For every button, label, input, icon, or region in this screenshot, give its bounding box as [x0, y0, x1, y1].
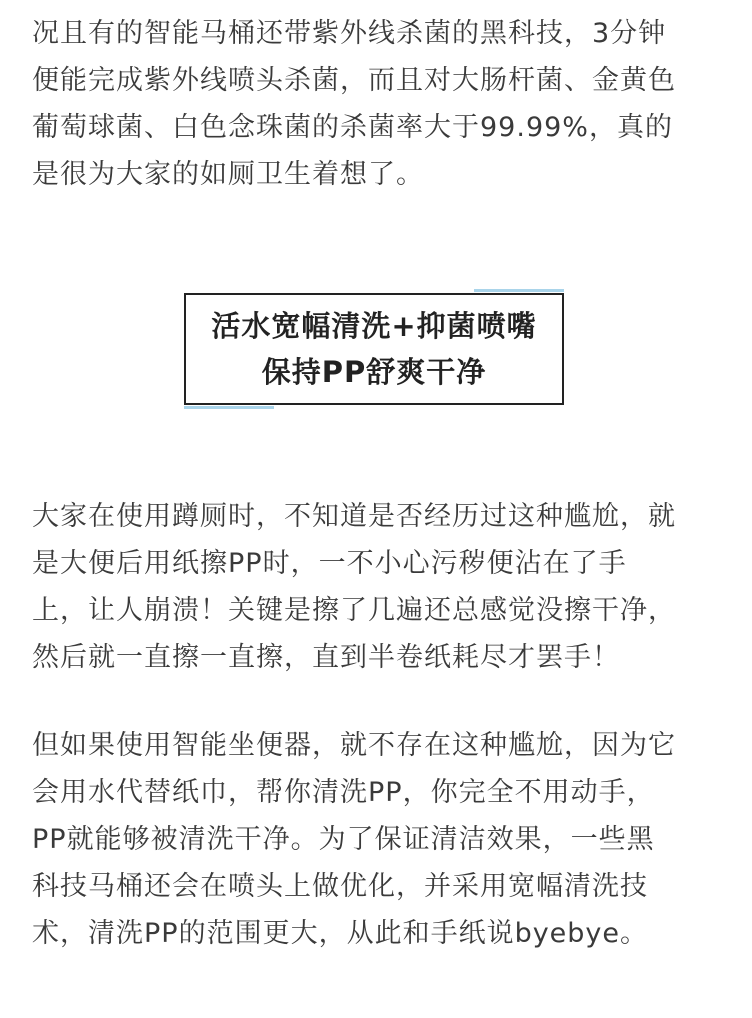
paragraph-line: 便能完成紫外线喷头杀菌，而且对大肠杆菌、金黄色	[32, 65, 676, 96]
paragraph-line: 大家在使用蹲厕时，不知道是否经历过这种尴尬，就	[32, 501, 676, 532]
heading-accent-bottom	[184, 406, 274, 409]
paragraph-line: 科技马桶还会在喷头上做优化，并采用宽幅清洗技	[32, 871, 648, 902]
heading-title-line-2: 保持PP舒爽干净	[261, 355, 487, 389]
paragraph-uv-sterilization	[32, 10, 722, 198]
paragraph-line: 上，让人崩溃！关键是擦了几遍还总感觉没擦干净，	[32, 595, 676, 626]
paragraph-line: 葡萄球菌、白色念珠菌的杀菌率大于99.99%，真的	[32, 112, 673, 143]
paragraph-line: 术，清洗PP的范围更大，从此和手纸说byebye。	[32, 918, 649, 949]
paragraph-line: 是很为大家的如厕卫生着想了。	[32, 159, 424, 190]
paragraph-squat-toilet	[32, 493, 722, 681]
paragraph-line: 是大便后用纸擦PP时，一不小心污秽便沾在了手	[32, 548, 627, 579]
paragraph-line: 况且有的智能马桶还带紫外线杀菌的黑科技，3分钟	[32, 18, 667, 49]
paragraph-smart-toilet	[32, 722, 722, 957]
section-heading-box	[184, 293, 564, 405]
paragraph-line: 然后就一直擦一直擦，直到半卷纸耗尽才罢手！	[32, 642, 620, 673]
paragraph-line: 会用水代替纸巾，帮你清洗PP，你完全不用动手，	[32, 777, 655, 808]
paragraph-line: 但如果使用智能坐便器，就不存在这种尴尬，因为它	[32, 730, 676, 761]
heading-accent-top	[474, 289, 564, 292]
paragraph-line: PP就能够被清洗干净。为了保证清洁效果，一些黑	[32, 824, 655, 855]
heading-title-line-1: 活水宽幅清洗+抑菌喷嘴	[211, 309, 537, 343]
